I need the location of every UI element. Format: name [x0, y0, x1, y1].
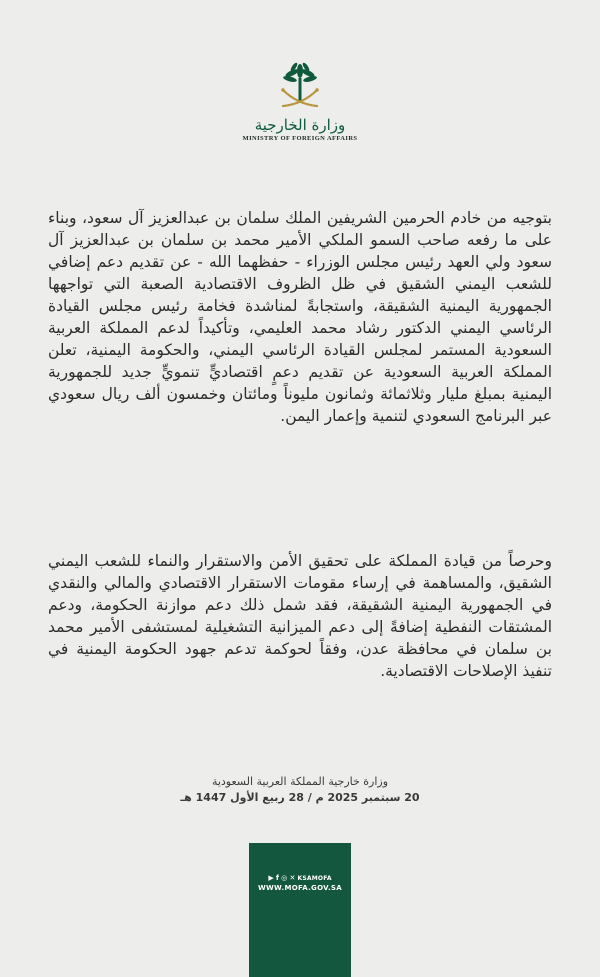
- statement-paragraph-1: [48, 207, 552, 427]
- social-handle[interactable]: KSAMOFA: [297, 874, 332, 882]
- issue-date: 20 سبتمبر 2025 م / 28 ربيع الأول 1447 هـ: [180, 791, 420, 804]
- youtube-icon[interactable]: ▶: [268, 874, 274, 882]
- ministry-name-arabic: وزارة الخارجية: [254, 116, 346, 134]
- issuer-name: وزارة خارجية المملكة العربية السعودية: [211, 775, 389, 788]
- ministry-name-english: MINISTRY OF FOREIGN AFFAIRS: [242, 135, 358, 142]
- statement-paragraph-2: [48, 534, 552, 697]
- x-icon[interactable]: ✕: [289, 874, 296, 882]
- paragraph-2-text: وحرصاً من قيادة المملكة على تحقيق الأمن والاستقرار والنماء للشعب اليمني الشقيق، والمساهمة في إرساء مقومات الاستقرار الاقتصادي والمالي والنقدي في الجمهورية اليمنية الشقيقة، فقد شمل ذلك دعم موازنة الحكومة، ودعم المشتقات النفطية إضافةً إلى دعم الميزانية التشغيلية لمستشفى الأمير محمد بن سلمان في محافظة عدن، وفقاً لحوكمة تدعم جهود الحكومة اليمنية في تنفيذ الإصلاحات الاقتصادية.: [48, 551, 552, 680]
- footer-banner: [249, 843, 351, 977]
- paragraph-1-text: بتوجيه من خادم الحرمين الشريفين الملك سلمان بن عبدالعزيز آل سعود، وبناء على ما رفعه صاحب السمو الملكي الأمير محمد بن سلمان بن عبدالعزيز آل سعود ولي العهد رئيس مجلس الوزراء - حفظهما الله - عن تقديم دعم إضافي للشعب اليمني الشقيق في ظل الظروف الاقتصادية الصعبة التي تواجهها الجمهورية اليمنية الشقيقة، واستجابةً لمناشدة فخامة رئيس مجلس القيادة الرئاسي اليمني الدكتور رشاد محمد العليمي، وتأكيداً لدعم المملكة العربية السعودية المستمر لمجلس القيادة الرئاسي اليمني، والحكومة اليمنية، تعلن المملكة العربية السعودية عن تقديم دعمٍ اقتصاديٍّ تنمويٍّ جديد للجمهورية اليمنية بمبلغ مليار وثلاثمائة وثمانون مليوناً ومائتان وخمسون ألف ريال سعودي عبر البرنامج السعودي لتنمية وإعمار اليمن.: [48, 209, 552, 425]
- saudi-emblem-icon: [277, 62, 323, 114]
- letterhead: [0, 62, 600, 142]
- website-link[interactable]: WWW.MOFA.GOV.SA: [258, 884, 342, 892]
- instagram-icon[interactable]: ◎: [281, 874, 288, 882]
- signature-block: [0, 774, 600, 806]
- facebook-icon[interactable]: f: [275, 874, 280, 882]
- social-links: [249, 874, 351, 882]
